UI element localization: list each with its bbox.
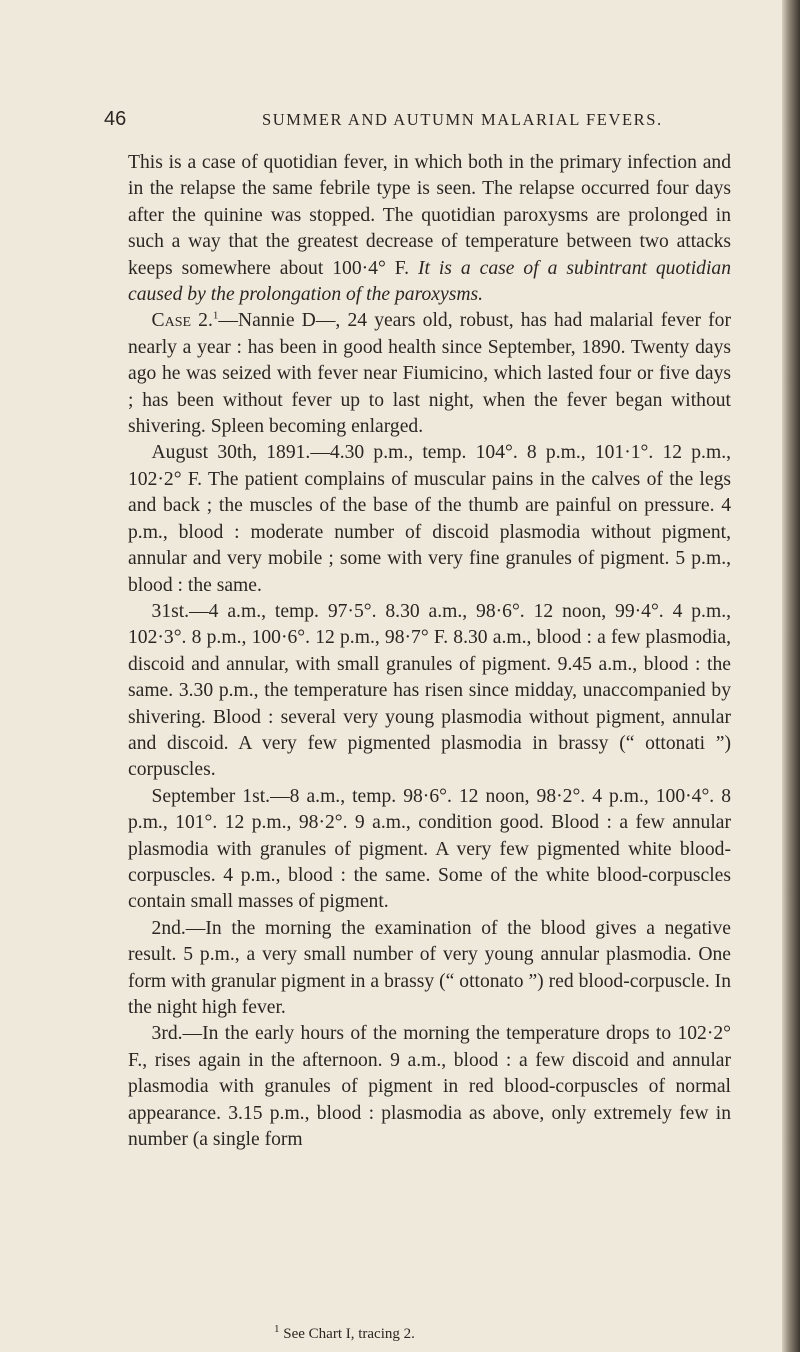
page-number: 46 (104, 108, 127, 130)
paragraph-september-1: September 1st.—8 a.m., temp. 98·6°. 12 noon, 98·2°. 4 p.m., 100·4°. 8 p.m., 101°. 12 p.m., 98·2°. 9 a.m., condition good. Blood : a few annular plasmodia with granules of pigment. A very few pigmented white blood-corpuscles. 4 p.m., blood : the same. Some of the white blood-corpuscles contain small masses of pigment. (128, 785, 731, 913)
footnote-text: See Chart I, tracing 2. (279, 1326, 415, 1342)
running-title: SUMMER AND AUTUMN MALARIAL FEVERS. (262, 110, 663, 129)
paragraph-case-2-text: —Nannie D—, 24 years old, robust, has had malarial fever for nearly a year : has been in good health since September, 1890. Twenty days ago he was seized with fever near Fiumicino, which lasted four or five days ; has been without fever up to last night, when the fever began without shivering. Spleen becoming enlarged. (128, 310, 731, 438)
paragraph-case-2 (128, 308, 731, 440)
case-label: Case 2. (151, 310, 213, 332)
footnote-reference: 1 (212, 309, 219, 322)
paragraph-intro (128, 150, 731, 308)
paragraph-september-3: 3rd.—In the early hours of the morning the temperature drops to 102·2° F., rises again in the afternoon. 9 a.m., blood : a few discoid and annular plasmodia with granules of pigment in red blood-corpuscles of normal appearance. 3.15 p.m., blood : plasmodia as above, only extremely few in number (a single form (128, 1023, 731, 1151)
paragraph-august-30: August 30th, 1891.—4.30 p.m., temp. 104°. 8 p.m., 101·1°. 12 p.m., 102·2° F. The patient complains of muscular pains in the calves of the legs and back ; the muscles of the base of the thumb are painful on pressure. 4 p.m., blood : moderate number of discoid plasmodia without pigment, annular and very mobile ; some with very fine granules of pigment. 5 p.m., blood : the same. (128, 442, 731, 596)
footnote (274, 1323, 415, 1343)
paragraph-intro-text: This is a case of quotidian fever, in which both in the primary infection and in the relapse the same febrile type is seen. The relapse occurred four days after the quinine was stopped. The quotidian paroxysms are prolonged in such a way that the greatest decrease of temperature between two attacks keeps somewhere about 100·4° F. (128, 152, 731, 279)
page-edge-shadow (782, 0, 800, 1352)
body-text (128, 150, 731, 1153)
page-header (104, 108, 744, 134)
paragraph-intro-italic: It is a case of a subintrant quotidian caused by the prolongation of the paroxysms. (128, 257, 732, 306)
paragraph-september-2: 2nd.—In the morning the examination of the blood gives a negative result. 5 p.m., a very small number of very young annular plasmodia. One form with granular pigment in a brassy (“ ottonato ”) red blood-corpuscle. In the night high fever. (128, 917, 731, 1018)
footnote-marker: 1 (274, 1323, 280, 1335)
paragraph-august-31: 31st.—4 a.m., temp. 97·5°. 8.30 a.m., 98·6°. 12 noon, 99·4°. 4 p.m., 102·3°. 8 p.m., 100·6°. 12 p.m., 98·7° F. 8.30 a.m., blood : a few plasmodia, discoid and annular, with small granules of pigment. 9.45 a.m., blood : the same. 3.30 p.m., the temperature has risen since midday, unaccompanied by shivering. Blood : several very young plasmodia without pigment, annular and discoid. A very few pigmented plasmodia in brassy (“ ottonati ”) corpuscles. (128, 600, 731, 781)
